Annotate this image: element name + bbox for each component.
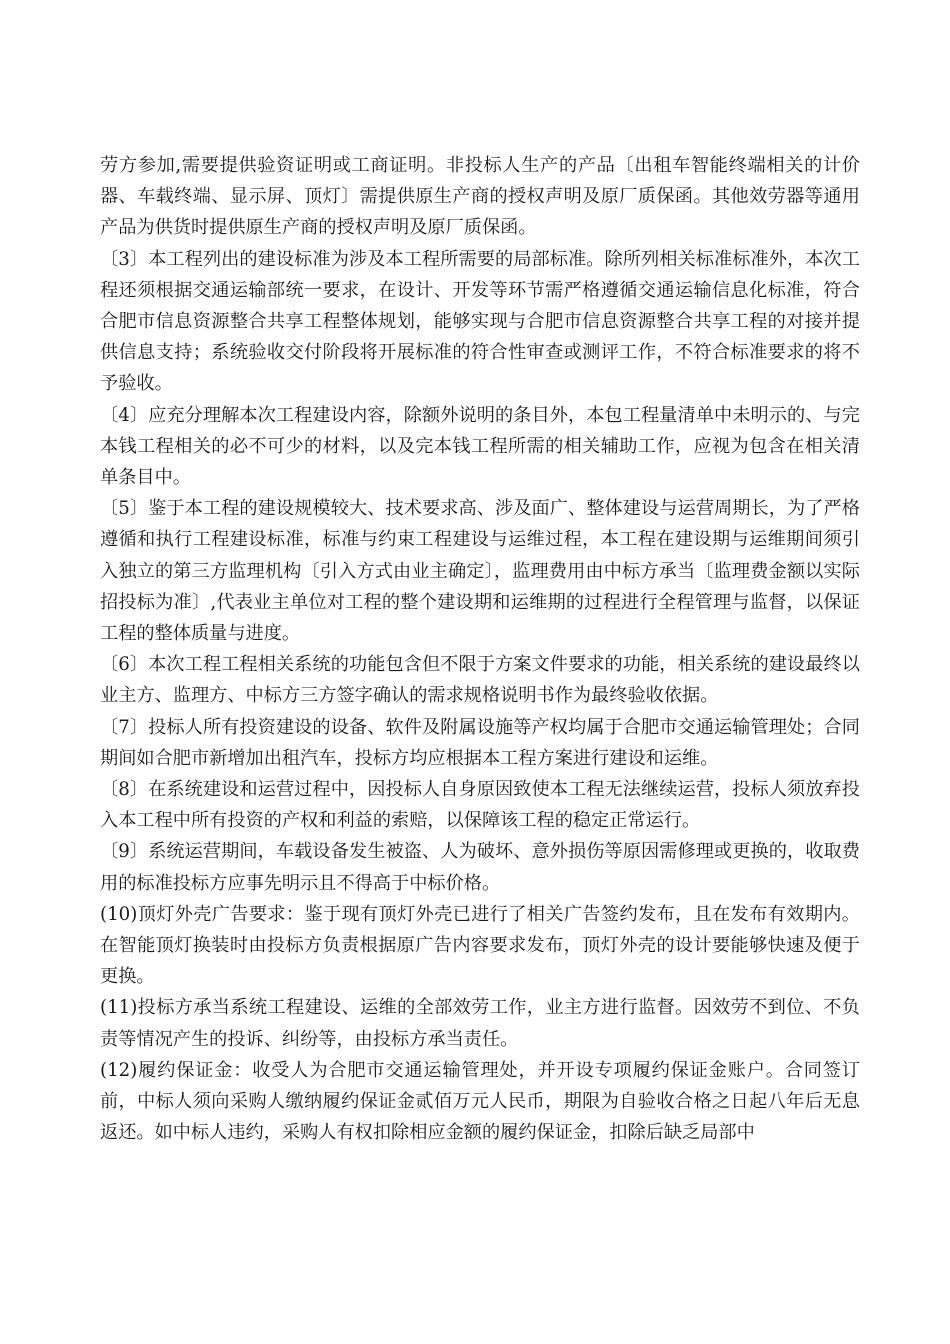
paragraph-item-10: (10)顶灯外壳广告要求：鉴于现有顶灯外壳已进行了相关广告签约发布，且在发布有效期内。在智能顶灯换装时由投标方负责根据原广告内容要求发布，顶灯外壳的设计要能够快速及便于更换。 [100,903,860,988]
paragraph-item-12: (12)履约保证金：收受人为合肥市交通运输管理处，并开设专项履约保证金账户。合同签订前，中标人须向采购人缴纳履约保证金贰佰万元人民币，期限为自验收合格之日起八年后无息返还。如中标人违约，采购人有权扣除相应金额的履约保证金，扣除后缺乏局部中 [100,1059,860,1144]
paragraph-item-11: (11)投标方承当系统工程建设、运维的全部效劳工作，业主方进行监督。因效劳不到位、不负责等情况产生的投诉、纠纷等，由投标方承当责任。 [100,997,860,1050]
paragraph-item-3: 〔3〕本工程列出的建设标准为涉及本工程所需要的局部标准。除所列相关标准标准外，本次工程还须根据交通运输部统一要求，在设计、开发等环节需严格遵循交通运输信息化标准，符合合肥市信息资源整合共享工程整体规划，能够实现与合肥市信息资源整合共享工程的对接并提供信息支持；系统验收交付阶段将开展标准的符合性审查或测评工作，不符合标准要求的将不予验收。 [100,248,860,395]
document-body [100,150,860,1149]
paragraph-item-6: 〔6〕本次工程工程相关系统的功能包含但不限于方案文件要求的功能，相关系统的建设最终以业主方、监理方、中标方三方签字确认的需求规格说明书作为最终验收依据。 [100,654,860,707]
paragraph-continuation: 劳方参加,需要提供验资证明或工商证明。非投标人生产的产品〔出租车智能终端相关的计价器、车载终端、显示屏、顶灯〕需提供原生产商的授权声明及原厂质保函。其他效劳器等通用产品为供货时提供原生产商的授权声明及原厂质保函。 [100,155,860,239]
paragraph-item-5: 〔5〕鉴于本工程的建设规模较大、技术要求高、涉及面广、整体建设与运营周期长，为了严格遵循和执行工程建设标准，标准与约束工程建设与运维过程，本工程在建设期与运维期间须引入独立的第三方监理机构〔引入方式由业主确定〕，监理费用由中标方承当〔监理费金额以实际招投标为准〕,代表业主单位对工程的整个建设期和运维期的过程进行全程管理与监督，以保证工程的整体质量与进度。 [100,498,860,645]
paragraph-item-8: 〔8〕在系统建设和运营过程中，因投标人自身原因致使本工程无法继续运营，投标人须放弃投入本工程中所有投资的产权和利益的索赔，以保障该工程的稳定正常运行。 [100,779,860,832]
paragraph-item-4: 〔4〕应充分理解本次工程建设内容，除额外说明的条目外，本包工程量清单中未明示的、与完本钱工程相关的必不可少的材料，以及完本钱工程所需的相关辅助工作，应视为包含在相关清单条目中。 [100,404,860,489]
paragraph-item-9: 〔9〕系统运营期间，车载设备发生被盗、人为破坏、意外损伤等原因需修理或更换的，收取费用的标准投标方应事先明示且不得高于中标价格。 [100,841,860,894]
paragraph-item-7: 〔7〕投标人所有投资建设的设备、软件及附属设施等产权均属于合肥市交通运输管理处；合同期间如合肥市新增加出租汽车，投标方均应根据本工程方案进行建设和运维。 [100,716,860,769]
